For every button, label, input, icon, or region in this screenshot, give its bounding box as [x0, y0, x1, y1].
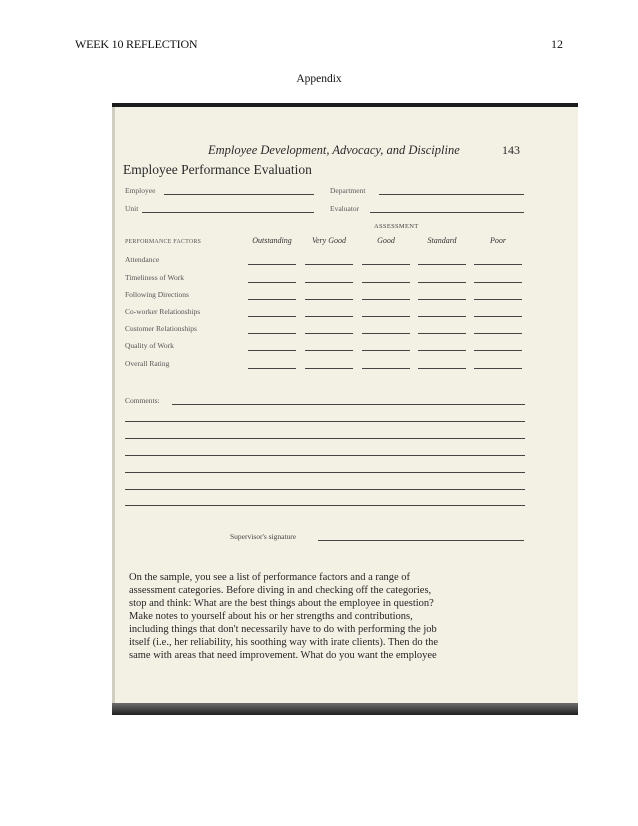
- rating-line: [362, 299, 410, 300]
- evaluator-label: Evaluator: [330, 204, 360, 213]
- comment-line: [125, 505, 525, 506]
- rating-line: [474, 299, 522, 300]
- factor-name: Overall Rating: [125, 359, 170, 368]
- department-line: [379, 194, 524, 195]
- rating-line: [418, 282, 466, 283]
- factor-name: Customer Relationships: [125, 324, 197, 333]
- comment-line: [125, 472, 525, 473]
- factor-row: [112, 357, 578, 374]
- rating-line: [248, 368, 296, 369]
- comment-line: [172, 404, 525, 405]
- factor-row: [112, 253, 578, 270]
- rating-line: [418, 264, 466, 265]
- rating-line: [248, 350, 296, 351]
- rating-line: [362, 368, 410, 369]
- factor-name: Co-worker Relationships: [125, 307, 201, 316]
- rating-line: [305, 316, 353, 317]
- rating-line: [474, 282, 522, 283]
- text-line: Make notes to yourself about his or her strengths and contributions,: [129, 611, 413, 622]
- factor-name: Following Directions: [125, 290, 189, 299]
- text-line: assessment categories. Before diving in and checking off the categories,: [129, 585, 432, 596]
- rating-line: [418, 316, 466, 317]
- factor-name: Quality of Work: [125, 341, 174, 350]
- rating-line: [474, 264, 522, 265]
- rating-line: [474, 316, 522, 317]
- rating-line: [418, 299, 466, 300]
- rating-line: [305, 350, 353, 351]
- employee-line: [164, 194, 314, 195]
- comments-label: Comments:: [125, 396, 160, 405]
- factor-row: [112, 322, 578, 339]
- rating-line: [305, 368, 353, 369]
- rating-line: [305, 282, 353, 283]
- rating-line: [418, 333, 466, 334]
- rating-line: [362, 316, 410, 317]
- running-head: WEEK 10 REFLECTION: [75, 37, 198, 51]
- unit-label: Unit: [125, 204, 139, 213]
- rating-line: [305, 333, 353, 334]
- rating-line: [418, 368, 466, 369]
- scanned-book-page: [112, 103, 578, 715]
- factor-row: [112, 339, 578, 356]
- signature-line: [318, 540, 524, 541]
- rating-line: [418, 350, 466, 351]
- text-line: stop and think: What are the best things about the employee in question?: [129, 598, 434, 609]
- appendix-title: Appendix: [296, 73, 342, 85]
- rating-line: [248, 299, 296, 300]
- comment-line: [125, 421, 525, 422]
- book-page-number: 143: [502, 143, 520, 157]
- book-chapter-header: Employee Development, Advocacy, and Discipline: [208, 143, 460, 157]
- factor-row: [112, 288, 578, 305]
- rating-line: [305, 299, 353, 300]
- column-very-good: Very Good: [312, 236, 346, 245]
- factor-name: Timeliness of Work: [125, 273, 184, 282]
- rating-line: [248, 264, 296, 265]
- text-line: same with areas that need improvement. What do you want the employee: [129, 650, 437, 661]
- rating-line: [248, 282, 296, 283]
- rating-line: [362, 350, 410, 351]
- page-number: 12: [551, 37, 563, 51]
- rating-line: [362, 333, 410, 334]
- scan-left-edge: [112, 107, 115, 705]
- rating-line: [362, 264, 410, 265]
- text-line: including things that don't necessarily have to do with performing the job: [129, 624, 437, 635]
- evaluator-line: [370, 212, 524, 213]
- column-standard: Standard: [427, 236, 457, 245]
- book-body-text: [129, 571, 534, 662]
- text-line: itself (i.e., her reliability, his soothing way with irate clients). Then do the: [129, 637, 439, 648]
- department-label: Department: [330, 186, 366, 195]
- scan-top-edge: [112, 103, 578, 107]
- comment-line: [125, 438, 525, 439]
- column-poor: Poor: [490, 236, 506, 245]
- rating-line: [474, 333, 522, 334]
- scan-bottom-edge: [112, 703, 578, 715]
- comment-line: [125, 489, 525, 490]
- factor-row: [112, 305, 578, 322]
- factor-row: [112, 271, 578, 288]
- form-title: Employee Performance Evaluation: [123, 162, 312, 177]
- supervisor-signature-label: Supervisor's signature: [230, 532, 297, 541]
- employee-label: Employee: [125, 186, 156, 195]
- column-outstanding: Outstanding: [252, 236, 292, 245]
- comment-line: [125, 455, 525, 456]
- text-line: On the sample, you see a list of performance factors and a range of: [129, 572, 411, 583]
- rating-line: [474, 350, 522, 351]
- rating-line: [248, 316, 296, 317]
- rating-line: [305, 264, 353, 265]
- rating-line: [248, 333, 296, 334]
- assessment-label: ASSESSMENT: [374, 223, 419, 230]
- factor-name: Attendance: [125, 255, 160, 264]
- rating-line: [474, 368, 522, 369]
- rating-line: [362, 282, 410, 283]
- column-good: Good: [377, 236, 395, 245]
- unit-line: [142, 212, 314, 213]
- performance-factors-header: PERFORMANCE FACTORS: [125, 239, 202, 245]
